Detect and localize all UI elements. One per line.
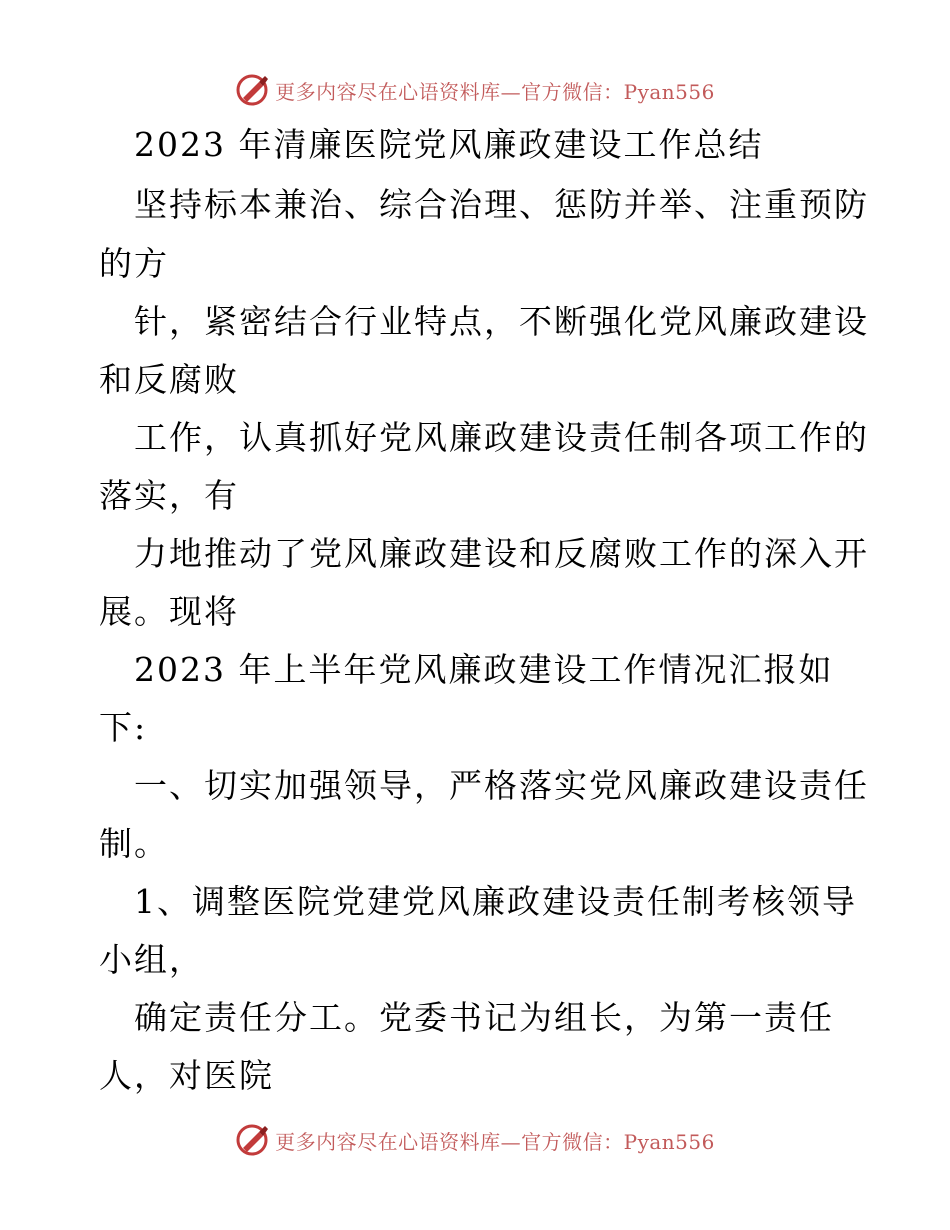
footer-banner	[0, 1120, 950, 1160]
doc-line: 和反腐败	[99, 360, 239, 399]
section-heading: 一、切实加强领导，严格落实党风廉政建设责任	[134, 766, 869, 805]
doc-line: 2023 年上半年党风廉政建设工作情况汇报如	[134, 650, 834, 689]
doc-line: 工作，认真抓好党风廉政建设责任制各项工作的	[134, 418, 869, 457]
doc-line: 1、调整医院党建党风廉政建设责任制考核领导	[134, 882, 857, 921]
doc-line: 的方	[99, 244, 169, 283]
doc-line: 下:	[99, 708, 148, 747]
doc-line: 制。	[99, 824, 169, 863]
doc-line: 确定责任分工。党委书记为组长，为第一责任	[134, 998, 834, 1037]
pen-logo-icon	[235, 1122, 271, 1158]
doc-line: 小组，	[99, 940, 204, 979]
doc-line: 落实，有	[99, 476, 239, 515]
doc-line: 坚持标本兼治、综合治理、惩防并举、注重预防	[134, 185, 869, 224]
doc-line: 针，紧密结合行业特点，不断强化党风廉政建设	[134, 302, 869, 341]
banner-text: 更多内容尽在心语资料库—官方微信：Pyan556	[275, 1129, 715, 1154]
banner-text: 更多内容尽在心语资料库—官方微信：Pyan556	[275, 79, 715, 104]
header-banner	[0, 70, 950, 110]
pen-logo-icon	[235, 72, 271, 108]
doc-line: 力地推动了党风廉政建设和反腐败工作的深入开	[134, 534, 869, 573]
doc-line: 展。现将	[99, 592, 239, 631]
doc-line: 人，对医院	[99, 1056, 274, 1095]
doc-title: 2023 年清廉医院党风廉政建设工作总结	[134, 125, 764, 164]
